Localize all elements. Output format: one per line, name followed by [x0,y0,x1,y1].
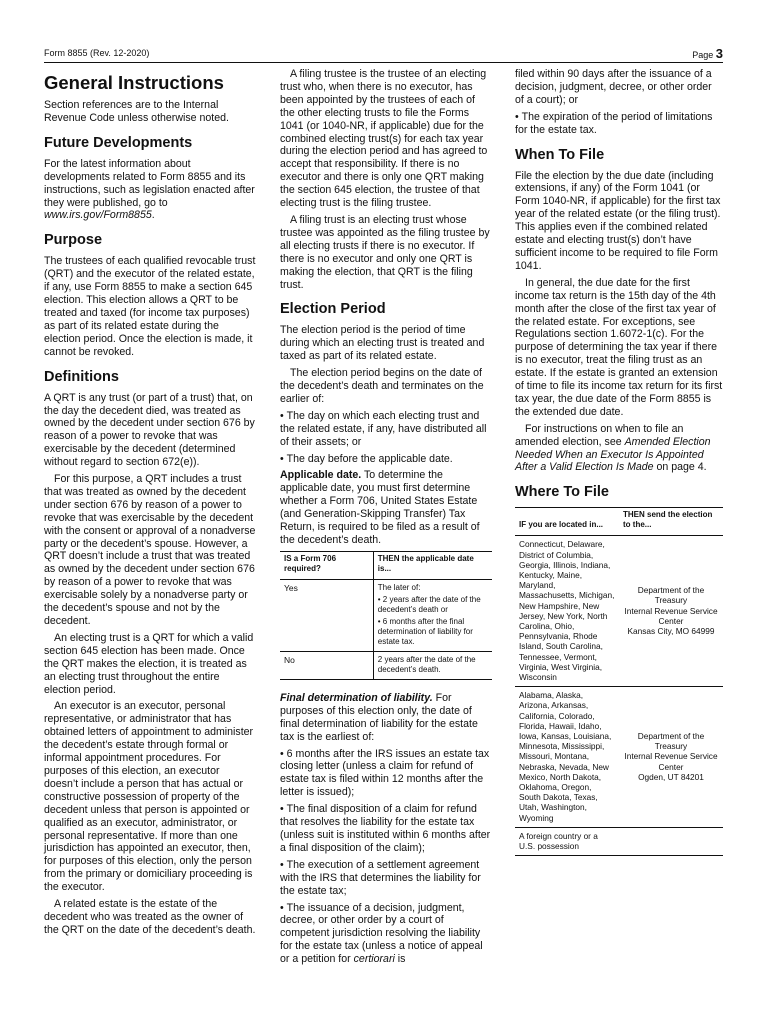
column-3 [515,68,723,868]
applicable-date-table [280,551,492,680]
heading-definitions: Definitions [44,368,119,385]
final-determination-bullet-1: • 6 months after the IRS issues an estate tax closing letter (unless a claim for refund of estate tax is filed within 12 months after the letter is issued); [280,748,492,800]
definition-qrt-purpose: For this purpose, a QRT includes a trust that was treated as owned by the decedent under section 676 by reason of a power to revoke that was exercisable by the decedent with the consent or approval of a nonadverse party or the decedent’s spouse. However, a QRT doesn’t include a trust that was treated as owned by the decedent under section 676 by reason of a power to revoke that was exercisable solely by a nonadverse party or the decedent’s spouse and not by the decedent. [44,473,256,627]
election-period-bullet-2: • The day before the applicable date. [280,453,492,466]
table-bullet-1: • 2 years after the date of the decedent’s death or [378,595,488,615]
final-determination-bullet-2: • The final disposition of a claim for refund that resolves the liability for the estate tax (unless suit is instituted within 6 months after a final disposition of the claim); [280,803,492,855]
address-line: Department of the Treasury [637,731,705,752]
table-cell-locations-foreign: A foreign country or a U.S. possession [515,827,619,855]
section-title-general-instructions: General Instructions [44,72,224,93]
page-label: Page [692,50,714,60]
table-row [280,579,492,651]
table-cell-address-ogden [619,687,723,828]
heading-when-to-file: When To File [515,146,605,163]
when-p3-text-1: For instructions on when to file an amended election, see [515,422,684,448]
table-header-applicable-date: THEN the applicable date is... [373,551,492,579]
final-determination-bullet-4 [280,902,492,967]
applicable-date-paragraph [280,469,492,546]
continued-bullet: • The expiration of the period of limitations for the estate tax. [515,111,723,137]
table-bullet-2: • 6 months after the final determination of liability for estate tax. [378,617,488,647]
heading-future-developments: Future Developments [44,134,193,151]
address-line: Kansas City, MO 64999 [627,626,715,637]
address-line: Department of the Treasury [637,585,705,606]
page-number: 3 [715,46,723,61]
election-period-begins-text: The election period begins on the date of the decedent’s death and terminates on the earlier of: [280,367,484,405]
table-row [280,651,492,679]
heading-where-to-file: Where To File [515,484,609,501]
page-number-label [692,46,723,61]
when-to-file-text-3 [515,423,723,475]
table-header-form706: IS a Form 706 required? [280,551,373,579]
future-text-2: . [151,209,155,222]
final-determination-text: For purposes of this election only, the date of final determination of liability for the estate tax is the earliest of: [280,691,478,743]
amended-election-reference: Amended Election Needed When an Executor Is Appointed After a Valid Election Is Made [515,435,711,474]
final-determination-bullet-3: • The execution of a settlement agreement with the IRS that determines the liability for the estate tax; [280,859,492,898]
heading-election-period: Election Period [280,301,386,318]
table-cell-yes-answer [373,579,492,651]
table-row [515,687,723,828]
definition-qrt: A QRT is any trust (or part of a trust) that, on the day the decedent died, was treated as owned by the decedent under section 676 by reason of a power to revoke that was exercisable by the decedent (determined without regard to section 672(e)). [44,391,255,469]
future-developments-text [44,158,256,223]
table-row [515,827,723,855]
table-cell-locations-east: Connecticut, Delaware, District of Columbia, Georgia, Illinois, Indiana, Kentucky, Maine, Maryland, Massachusetts, Michigan, New Hampshire, New Jersey, New York, North Carolina, Ohio, Pennsylvania, Rhode Island, South Carolina, Tennessee, Vermont, Virginia, West Virginia, Wisconsin [515,536,619,687]
table-cell-yes: Yes [280,579,373,651]
table-row [515,536,723,687]
table-header-row [280,551,492,579]
table-cell-address-kansas-city [619,536,723,687]
address-line: Internal Revenue Service Center [624,751,718,772]
table-header-send-to: THEN send the election to the... [619,508,723,536]
final-determination-paragraph [280,692,492,744]
definition-filing-trust: A filing trust is an electing trust whose trustee was appointed as the filing trustee by all electing trusts if there is no executor. If there is no executor and only one QRT is making the election, that QRT is the filing trust. [280,213,490,291]
when-p3-text-2: on page 4. [656,461,707,474]
table-cell-address-foreign [619,827,723,855]
applicable-date-label: Applicable date. [280,469,362,482]
intro-text: Section references are to the Internal Revenue Code unless otherwise noted. [44,99,229,124]
table-cell-no-answer: 2 years after the date of the decedent’s death. [373,651,492,679]
purpose-text: The trustees of each qualified revocable trust (QRT) and the executor of the related estate, if any, use Form 8855 to make a section 645 election. This election allows a QRT to be treated and taxed (for income tax purposes) as part of its related estate during the election period. Once the election is made, it cannot be revoked. [44,255,256,358]
header-rule [44,62,723,63]
form-label: Form 8855 (Rev. 12-2020) [44,48,150,58]
column-2 [280,68,492,970]
future-text-1: For the latest information about developments related to Form 8855 and its instructions, such as legislation enacted after they were published, go to [44,157,255,209]
definition-filing-trustee: A filing trustee is the trustee of an electing trust who, when there is no executor, has been appointed by the trustees of each of the other electing trusts to file the Forms 1041 (or 1040-NR, if applicable) due for the combined electing trust(s) for each tax year during the election period and has agreed to accept that responsibility. If there is no executor and there is only one QRT making the section 645 election, the trustee of that electing trust is the filing trustee. [280,68,488,210]
page-header [44,46,723,63]
definition-executor: An executor is an executor, personal representative, or administrator that has obtained letters of appointment to administer the decedent’s estate through formal or informal appointment procedures. For purposes of this election, an executor doesn’t include a person that has actual or constructive possession of property of the decedent unless that person is appointed or qualified as an executor, administrator, or personal representative. If more than one jurisdiction has appointed an executor, then, for purposes of this election, only the person from the primary or domiciliary proceeding is the executor. [44,700,254,894]
final-b4-text-1: The issuance of a decision, judgment, decree, or other order by a court of competent jurisdiction resolving the liability for the estate tax (unless a notice of appeal or a petition for [280,901,483,966]
table-cell-no: No [280,651,373,679]
applicable-date-text: To determine the applicable date, you must first determine whether a Form 706, United States Estate (and Generation-Skipping Transfer) Tax Return, is required to be filed as a result of the decedent’s death. [280,469,480,546]
address-line: Internal Revenue Service Center [624,605,718,626]
table-header-location: IF you are located in... [515,508,619,536]
final-b4-italic: certiorari [353,953,395,966]
where-to-file-table [515,507,723,856]
final-determination-label: Final determination of liability. [280,691,433,704]
definition-electing-trust: An electing trust is a QRT for which a valid section 645 election has been made. Once the QRT makes the election, it is treated as an electing trust throughout the entire election period. [44,631,254,696]
heading-purpose: Purpose [44,232,103,249]
address-line: Ogden, UT 84201 [638,771,704,782]
column-1 [44,68,256,941]
table-cell-locations-west: Alabama, Alaska, Arizona, Arkansas, California, Colorado, Florida, Hawaii, Idaho, Iowa, Kansas, Louisiana, Minnesota, Mississippi, Missouri, Montana, Nebraska, Nevada, New Mexico, North Dakota, Oklahoma, Oregon, South Dakota, Texas, Utah, Washington, Wyoming [515,687,619,828]
final-b4-text-2: is [397,953,406,966]
table-header-row [515,508,723,536]
definition-related-estate: A related estate is the estate of the decedent who was treated as the owner of the QRT on the date of the decedent’s death. [44,898,256,936]
table-cell-lead: The later of: [377,582,421,592]
when-to-file-text-2: In general, the due date for the first income tax return is the 15th day of the 4th month after the close of the first tax year of the related estate. For exceptions, see Regulations section 1.6072-1(c). For the purpose of determining the tax year if there is no executor, treat the filing trust as an estate. If the estate is granted an extension of time to file its income tax return for its first tax year, the due date of the Form 8855 is the extended due date. [515,276,723,418]
election-period-text: The election period is the period of time during which an electing trust is treated and taxed as part of its related estate. [280,324,485,363]
continued-text: filed within 90 days after the issuance of a decision, judgment, decree, or other order of a court); or [515,68,712,106]
election-period-bullet-1: • The day on which each electing trust and the related estate, if any, have distributed all of their assets; or [280,410,492,449]
when-to-file-text-1: File the election by the due date (including extensions, if any) of the Form 1041 (or Form 1040-NR, if applicable) for the first tax year of the related estate (or the filing trust). This applies even if the combined related estate and electing trust(s) don’t have sufficient income to be required to file Form 1041. [515,169,721,272]
form8855-link[interactable]: www.irs.gov/Form8855 [44,209,152,222]
